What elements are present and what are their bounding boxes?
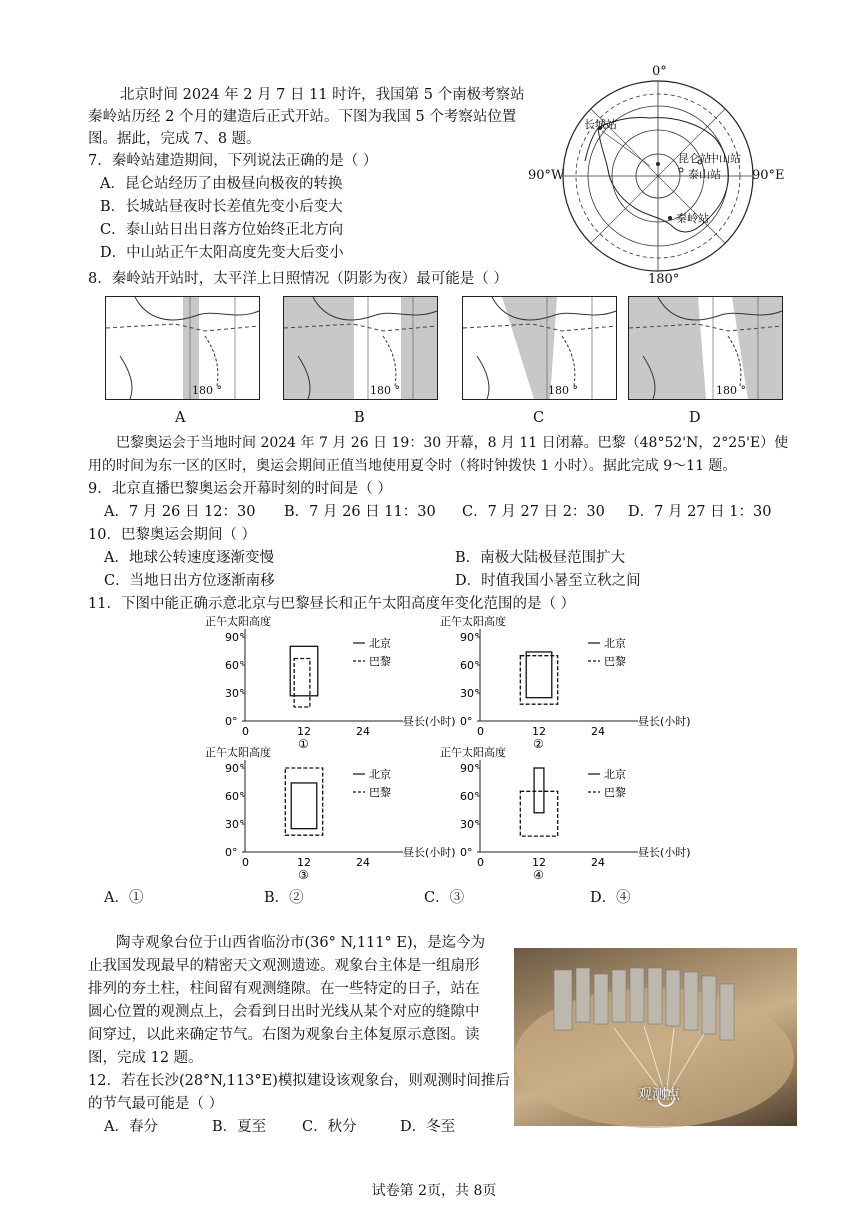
q12-option-a: A．春分: [104, 1119, 158, 1135]
x-tick-label: 12: [532, 725, 546, 738]
map-label-180: 180°: [648, 272, 680, 287]
intro2-line-2: 用的时间为东一区的区时，奥运会期间正值当地使用夏令时（将时钟拨快 1 小时）。据此完成 9～11 题。: [88, 458, 737, 474]
q8-label-a: A: [175, 410, 186, 426]
legend-paris: 巴黎: [604, 786, 626, 799]
map-label-90e: 90°E: [752, 168, 785, 183]
q10-option-b: B．南极大陆极昼范围扩大: [455, 550, 626, 566]
intro1-line-2: 秦岭站历经 2 个月的建造后正式开站。下图为我国 5 个考察站位置: [88, 109, 517, 125]
y-tick-label: 0°: [225, 715, 238, 728]
chart-id-label: ①: [298, 737, 309, 751]
q7-option-c: C．泰山站日出日落方位始终正北方向: [100, 222, 344, 238]
legend-paris: 巴黎: [604, 655, 626, 668]
map-label-90w: 90°W: [528, 168, 565, 183]
x-tick-label: 0: [242, 856, 249, 869]
q8-stem: 8．秦岭站开站时，太平洋上日照情况（阴影为夜）最可能是（ ）: [88, 271, 508, 287]
x-tick-label: 12: [297, 856, 311, 869]
q11-option-d: D．④: [590, 890, 631, 906]
photo-label-observation-point: 观测点: [638, 1087, 680, 1103]
intro3-line-2: 止我国发现最早的精密天文观测遗迹。观象台主体是一组扇形: [88, 958, 480, 974]
station-changcheng: 长城站: [584, 118, 617, 131]
intro1-line-3: 图。据此，完成 7、8 题。: [88, 131, 261, 147]
y-tick-label: 60°: [225, 790, 245, 803]
y-tick-label: 30°: [225, 818, 245, 831]
q8-label-b: B: [354, 410, 365, 426]
y-tick-label: 90°: [460, 762, 480, 775]
y-axis-label: 正午太阳高度: [205, 615, 271, 628]
q12-stem-line-1: 12．若在长沙(28°N,113°E)模拟建设该观象台，则观测时间推后: [88, 1073, 510, 1089]
q8-label-d: D: [689, 410, 701, 426]
q10-option-c: C．当地日出方位逐渐南移: [104, 573, 275, 589]
legend-paris: 巴黎: [369, 786, 391, 799]
range-box-beijing: [534, 768, 544, 813]
q8-map-d-tick: 180 °: [716, 384, 746, 397]
y-tick-label: 90°: [225, 631, 245, 644]
range-box-beijing: [526, 652, 552, 698]
q12-option-c: C．秋分: [302, 1119, 357, 1135]
q11-option-a: A．①: [104, 890, 144, 906]
q10-option-d: D．时值我国小暑至立秋之间: [455, 573, 641, 589]
page-footer: 试卷第 2页，共 8页: [371, 1183, 497, 1199]
y-tick-label: 90°: [460, 631, 480, 644]
y-tick-label: 0°: [225, 846, 238, 859]
legend-paris: 巴黎: [369, 655, 391, 668]
station-taishan: 泰山站: [688, 168, 721, 181]
range-box-beijing: [291, 783, 317, 829]
q11-charts: [200, 615, 691, 882]
observatory-photo: [514, 948, 797, 1126]
intro3-line-1: 陶寺观象台位于山西省临汾市(36° N,111° E)，是迄今为: [116, 935, 486, 951]
x-tick-label: 0: [477, 856, 484, 869]
intro3-line-4: 圆心位置的观测点上，会看到日出时光线从某个对应的缝隙中: [88, 1004, 480, 1020]
intro1-line-1: 北京时间 2024 年 2 月 7 日 11 时许，我国第 5 个南极考察站: [120, 87, 525, 103]
q8-map-a: [105, 296, 260, 400]
chart-id-label: ②: [533, 737, 544, 751]
y-tick-label: 30°: [460, 687, 480, 700]
q7-option-b: B．长城站昼夜时长差值先变小后变大: [100, 199, 343, 215]
q10-stem: 10．巴黎奥运会期间（ ）: [88, 527, 257, 543]
legend-beijing: 北京: [369, 768, 391, 781]
q8-map-b-tick: 180 °: [370, 384, 400, 397]
q7-option-a: A．昆仑站经历了由极昼向极夜的转换: [100, 176, 343, 192]
x-axis-label: 昼长(小时): [638, 715, 691, 728]
intro3-line-5: 间穿过，以此来确定节气。右图为观象台主体复原示意图。读: [88, 1027, 480, 1043]
antarctica-polar-map: [540, 66, 785, 284]
q9-option-a: A．7 月 26 日 12：30: [104, 504, 256, 520]
x-tick-label: 24: [356, 725, 370, 738]
y-tick-label: 0°: [460, 846, 473, 859]
q12-option-b: B．夏至: [212, 1119, 267, 1135]
station-qinling: 秦岭站: [676, 212, 709, 225]
q9-option-d: D．7 月 27 日 1：30: [628, 504, 772, 520]
chart-id-label: ④: [533, 868, 544, 882]
range-box-paris: [520, 791, 557, 836]
intro3-line-3: 排列的夯土柱，柱间留有观测缝隙。在一些特定的日子，站在: [88, 981, 480, 997]
x-tick-label: 12: [532, 856, 546, 869]
y-axis-label: 正午太阳高度: [440, 746, 506, 759]
q12-option-d: D．冬至: [400, 1119, 456, 1135]
y-tick-label: 60°: [460, 659, 480, 672]
station-zhongshan: 中山站: [708, 152, 741, 165]
y-tick-label: 30°: [460, 818, 480, 831]
map-label-0: 0°: [652, 64, 667, 79]
x-tick-label: 0: [242, 725, 249, 738]
q8-map-c-tick: 180 °: [548, 384, 578, 397]
q9-option-b: B．7 月 26 日 11：30: [284, 504, 436, 520]
x-tick-label: 24: [591, 856, 605, 869]
y-tick-label: 30°: [225, 687, 245, 700]
q8-map-a-tick: 180 °: [192, 384, 222, 397]
y-tick-label: 90°: [225, 762, 245, 775]
station-kunlun: 昆仑站: [678, 152, 711, 165]
y-axis-label: 正午太阳高度: [205, 746, 271, 759]
x-axis-label: 昼长(小时): [638, 846, 691, 859]
q9-option-c: C．7 月 27 日 2：30: [462, 504, 605, 520]
q7-option-d: D．中山站正午太阳高度先变大后变小: [100, 245, 344, 261]
q8-map-b: [283, 296, 438, 400]
legend-beijing: 北京: [369, 637, 391, 650]
q11-option-b: B．②: [264, 890, 304, 906]
legend-beijing: 北京: [604, 768, 626, 781]
q12-stem-line-2: 的节气最可能是（ ）: [88, 1096, 224, 1112]
x-tick-label: 0: [477, 725, 484, 738]
y-axis-label: 正午太阳高度: [440, 615, 506, 628]
q11-option-c: C．③: [424, 890, 465, 906]
y-tick-label: 60°: [225, 659, 245, 672]
x-axis-label: 昼长(小时): [403, 715, 456, 728]
q8-label-c: C: [533, 410, 545, 426]
x-tick-label: 24: [591, 725, 605, 738]
q8-map-d: [628, 296, 783, 400]
y-tick-label: 0°: [460, 715, 473, 728]
q10-option-a: A．地球公转速度逐渐变慢: [104, 550, 274, 566]
chart-id-label: ③: [298, 868, 309, 882]
y-tick-label: 60°: [460, 790, 480, 803]
x-axis-label: 昼长(小时): [403, 846, 456, 859]
intro3-line-6: 图，完成 12 题。: [88, 1050, 203, 1066]
x-tick-label: 24: [356, 856, 370, 869]
x-tick-label: 12: [297, 725, 311, 738]
legend-beijing: 北京: [604, 637, 626, 650]
q9-stem: 9．北京直播巴黎奥运会开幕时刻的时间是（ ）: [88, 481, 392, 497]
intro2-line-1: 巴黎奥运会于当地时间 2024 年 7 月 26 日 19：30 开幕，8 月 11 日闭幕。巴黎（48°52'N，2°25'E）使: [116, 435, 789, 451]
q11-stem: 11．下图中能正确示意北京与巴黎昼长和正午太阳高度年变化范围的是（ ）: [88, 596, 576, 612]
range-box-paris: [294, 658, 310, 707]
q8-map-c: [462, 296, 617, 400]
q7-stem: 7．秦岭站建造期间，下列说法正确的是（ ）: [88, 153, 378, 169]
